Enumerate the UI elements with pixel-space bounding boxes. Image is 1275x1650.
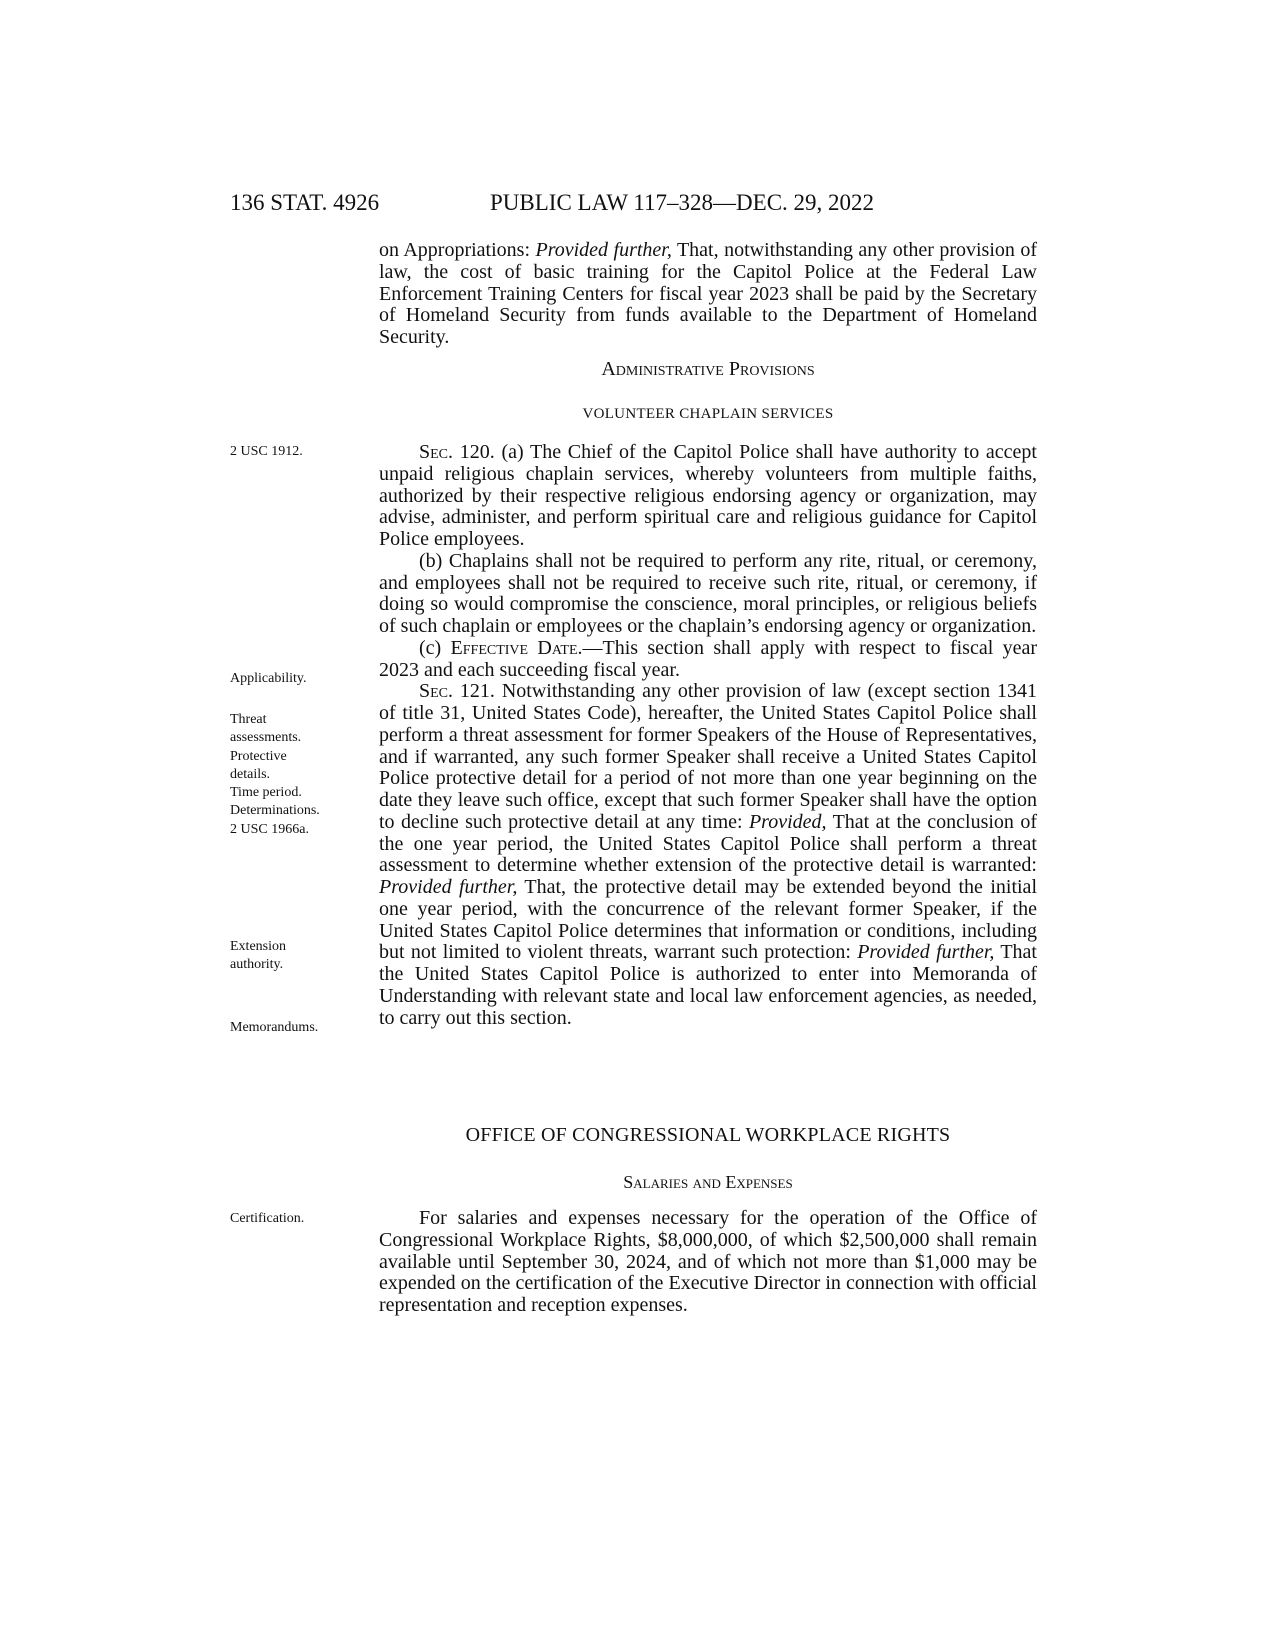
margin-note-line: Threat [230,712,267,727]
salaries-paragraph [379,1208,1037,1317]
salaries-text: For salaries and expenses necessary for the operation of the Office of Congressional Workplace Rights, $8,000,000, of which $2,500,000 shall remain available until September 30, 2024, and of which not more than $1,000 may be expended on the certification of the Executive Director in connection with official representation and reception expenses. [379,1207,1037,1316]
section-120-b [379,551,1037,638]
effective-date-label: Effective Date. [450,636,583,659]
section-text: —This section shall apply with respect to fiscal year 2023 and each succeeding fiscal year. [379,636,1037,681]
section-text: (c) [419,636,451,659]
section-text: That the United States Capitol Police is authorized to enter into Memoranda of Understanding with relevant state and local law enforcement agencies, as needed, to carry out this section. [379,941,1037,1029]
margin-note-applicability: Applicability. [230,671,307,686]
section-text: (b) Chaplains shall not be required to perform any rite, ritual, or ceremony, and employees shall not be required to receive such rite, ritual, or ceremony, if doing so would compromise the conscience, moral principles, or religious beliefs of such chaplain or employees or the chaplain’s endorsing agency or organization. [379,549,1037,637]
heading-volunteer-chaplain: VOLUNTEER CHAPLAIN SERVICES [582,406,834,422]
margin-note-line: 2 USC 1966a. [230,821,309,837]
proviso: Provided further, [857,941,995,964]
margin-note-line: Extension [230,939,286,954]
intro-text-a: on Appropriations: [379,239,536,261]
page-title: PUBLIC LAW 117–328—DEC. 29, 2022 [490,190,875,215]
section-text: Notwithstanding any other provision of law (except section 1341 of title 31, United States Code), hereafter, the United States Capitol Police shall perform a threat assessment for former Speakers of the House of Representatives, and if warranted, any such former Speaker shall receive a United States Capitol Police protective detail for a period of not more than one year beginning on the date they leave such office, except that such former Speaker shall have the option to decline such protective detail at any time: [379,680,1037,833]
margin-note-certification: Certification. [230,1211,305,1226]
margin-note-line: Determinations. [230,803,320,819]
margin-note-extension [230,938,355,975]
proviso: Provided further, [379,876,518,898]
section-label: Sec. 121. [419,680,495,703]
section-120-a [379,442,1037,551]
section-120-c [379,638,1037,682]
margin-note-line: details. [230,766,271,782]
margin-note-line: Time period. [230,785,302,801]
section-text: (a) The Chief of the Capitol Police shall have authority to accept unpaid religious chaplain services, whereby volunteers from multiple faiths, authorized by their respective religious endorsing agency or organization, may advise, administer, and perform spiritual care and religious guidance for Capitol Police employees. [379,441,1037,550]
page-reference: 136 STAT. 4926 [230,190,380,215]
heading-ocwr: OFFICE OF CONGRESSIONAL WORKPLACE RIGHTS [465,1124,951,1146]
margin-note-line: authority. [230,957,284,973]
margin-note-usc-1912: 2 USC 1912. [230,444,303,459]
section-label: Sec. 120. [419,441,495,463]
margin-note-threat-group [230,711,355,839]
proviso: Provided, [748,810,827,833]
section-120 [379,442,1037,1029]
section-121 [379,681,1037,1029]
intro-paragraph [379,240,1037,349]
section-text: That at the conclusion of the one year period, the United States Capitol Police shall perform a threat assessment to determine whether extension of the protective detail is warranted: [379,810,1037,877]
intro-proviso: Provided further, [535,239,672,261]
margin-note-line: Protective [230,748,287,764]
heading-administrative-provisions: Administrative Provisions [601,358,815,380]
intro-text-c: That, notwithstanding any other provision of law, the cost of basic training for the Capitol Police at the Federal Law Enforcement Training Centers for fiscal year 2023 shall be paid by the Secretary of Homeland Security from funds available to the Department of Homeland Security. [379,239,1037,348]
margin-note-memorandums: Memorandums. [230,1020,319,1035]
margin-note-line: assessments. [230,730,302,746]
section-text: That, the protective detail may be extended beyond the initial one year period, with the concurrence of the relevant former Speaker, if the United States Capitol Police determines that information or conditions, including but not limited to violent threats, warrant such protection: [379,876,1037,964]
heading-salaries-expenses: Salaries and Expenses [623,1172,793,1192]
